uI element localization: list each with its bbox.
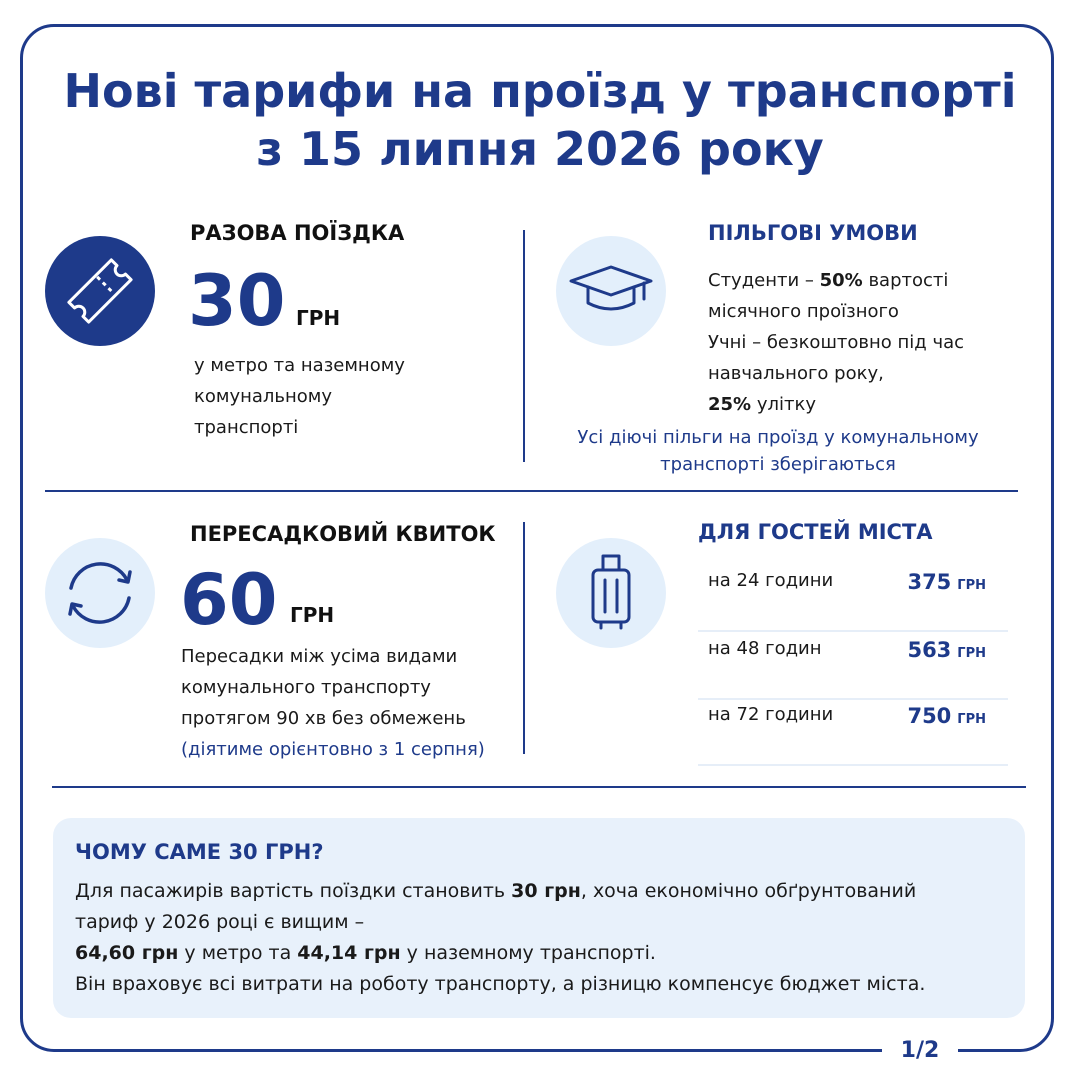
why-heading: ЧОМУ САМЕ 30 ГРН? [75, 840, 324, 864]
guest-row-label: на 24 години [708, 570, 834, 591]
graduation-cap-icon-circle [556, 236, 666, 346]
refresh-arrows-icon-circle [45, 538, 155, 648]
single-trip-price: 30 [188, 260, 286, 342]
vertical-divider-bottom [523, 522, 525, 754]
benefits-list: Студенти – 50% вартості місячного проїзного Учні – безкоштовно під час навчального року, 25% улітку [708, 270, 965, 415]
transfer-unit: ГРН [290, 603, 335, 627]
vertical-divider-top [523, 230, 525, 462]
benefits-heading: ПІЛЬГОВІ УМОВИ [708, 221, 918, 245]
horizontal-divider-bottom [52, 786, 1026, 788]
guest-row-label: на 72 години [708, 704, 834, 725]
guest-row-price: 750 ГРН [907, 704, 986, 728]
guest-row-24h [698, 564, 1008, 632]
refresh-arrows-icon [57, 550, 143, 636]
single-trip-description: у метро та наземному комунальному транспорті [194, 355, 405, 438]
transfer-description: Пересадки між усіма видами комунального транспорту протягом 90 хв без обмежень (діятиме орієнтовно з 1 серпня) [181, 646, 485, 760]
page-number: 1/2 [882, 1034, 958, 1068]
ticket-icon [60, 251, 140, 331]
guest-row-48h [698, 632, 1008, 700]
guest-row-price: 375 ГРН [907, 570, 986, 594]
transfer-price: 60 [180, 559, 278, 641]
ticket-icon-circle [45, 236, 155, 346]
transfer-heading: ПЕРЕСАДКОВИЙ КВИТОК [190, 522, 496, 546]
guest-row-72h [698, 698, 1008, 766]
why-30-panel [53, 818, 1025, 1018]
suitcase-icon-circle [556, 538, 666, 648]
single-trip-unit: ГРН [296, 306, 341, 330]
guest-row-label: на 48 годин [708, 638, 822, 659]
why-text: Для пасажирів вартість поїздки становить 30 грн, хоча економічно обґрунтований тариф у 2026 році є вищим – 64,60 грн у метро та 44,14 грн у наземному транспорті. Він враховує всі витрати на роботу транспорту, а різницю компенсує бюджет міста. [75, 880, 926, 995]
suitcase-icon [581, 550, 641, 636]
guest-row-price: 563 ГРН [907, 638, 986, 662]
graduation-cap-icon [568, 261, 654, 321]
single-trip-heading: РАЗОВА ПОЇЗДКА [190, 221, 405, 245]
horizontal-divider-middle [45, 490, 1018, 492]
benefits-note: Усі діючі пільги на проїзд у комунальному транспорті зберігаються [577, 427, 979, 475]
page-title: Нові тарифи на проїзд у транспорті з 15 липня 2026 року [63, 64, 1017, 176]
guests-heading: ДЛЯ ГОСТЕЙ МІСТА [698, 520, 933, 544]
